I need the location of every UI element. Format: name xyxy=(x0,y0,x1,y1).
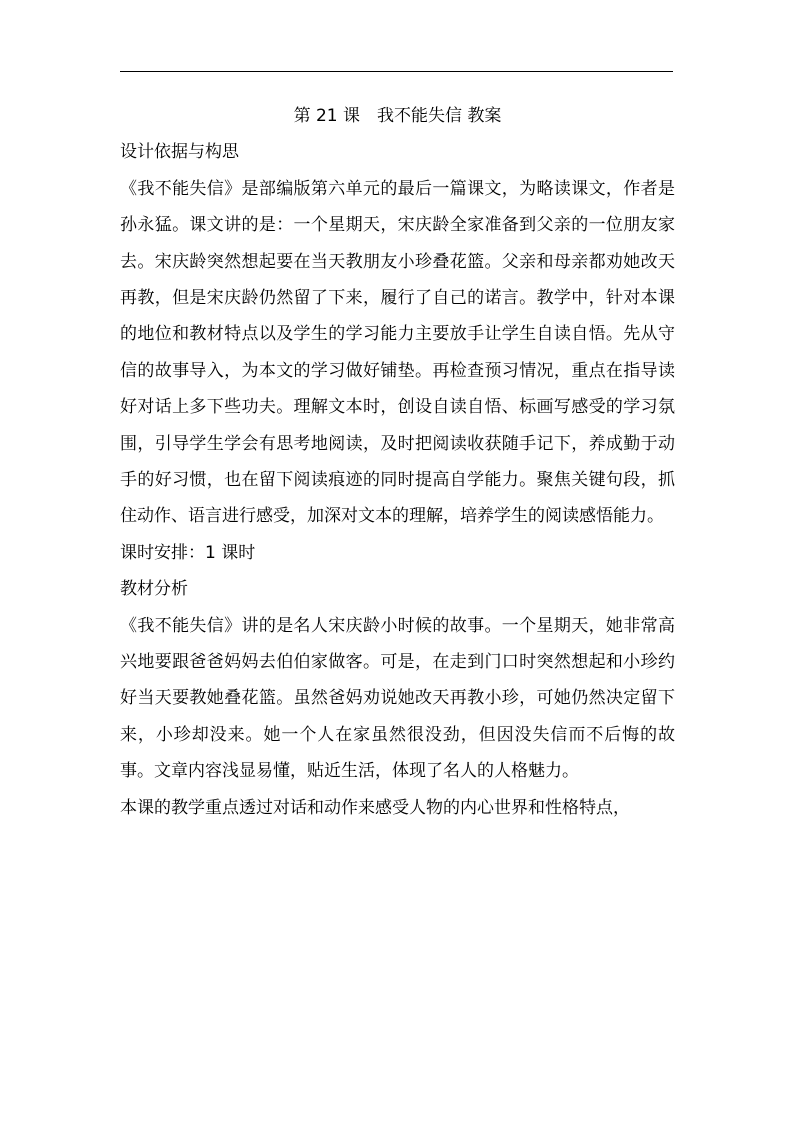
paragraph-design-basis: 《我不能失信》是部编版第六单元的最后一篇课文，为略读课文，作者是孙永猛。课文讲的是：一个星期天，宋庆龄全家准备到父亲的一位朋友家去。宋庆龄突然想起要在当天教朋友小珍叠花篮。父亲和母亲都劝她改天再教，但是宋庆龄仍然留了下来，履行了自己的诺言。教学中，针对本课的地位和教材特点以及学生的学习能力主要放手让学生自读自悟。先从守信的故事导入，为本文的学习做好铺垫。再检查预习情况，重点在指导读好对话上多下些功夫。理解文本时，创设自读自悟、标画写感受的学习氛围，引导学生学会有思考地阅读，及时把阅读收获随手记下，养成勤于动手的好习惯，也在留下阅读痕迹的同时提高自学能力。聚焦关键句段，抓住动作、语言进行感受，加深对文本的理解，培养学生的阅读感悟能力。 xyxy=(120,178,675,527)
paragraph-teaching-focus: 本课的教学重点透过对话和动作来感受人物的内心世界和性格特点， xyxy=(120,797,630,818)
document-body xyxy=(120,98,675,826)
section-heading-material-analysis: 教材分析 xyxy=(120,579,188,600)
document-title: 第 21 课 我不能失信 教案 xyxy=(293,106,502,126)
header-rule xyxy=(120,71,673,72)
section-heading-schedule: 课时安排：1 课时 xyxy=(120,542,256,563)
paragraph-material-analysis: 《我不能失信》讲的是名人宋庆龄小时候的故事。一个星期天，她非常高兴地要跟爸爸妈妈去伯伯家做客。可是，在走到门口时突然想起和小珍约好当天要教她叠花篮。虽然爸妈劝说她改天再教小珍，可她仍然决定留下来，小珍却没来。她一个人在家虽然很没劲，但因没失信而不后悔的故事。文章内容浅显易懂，贴近生活，体现了名人的人格魅力。 xyxy=(120,615,675,782)
section-heading-design-basis: 设计依据与构思 xyxy=(120,142,239,163)
